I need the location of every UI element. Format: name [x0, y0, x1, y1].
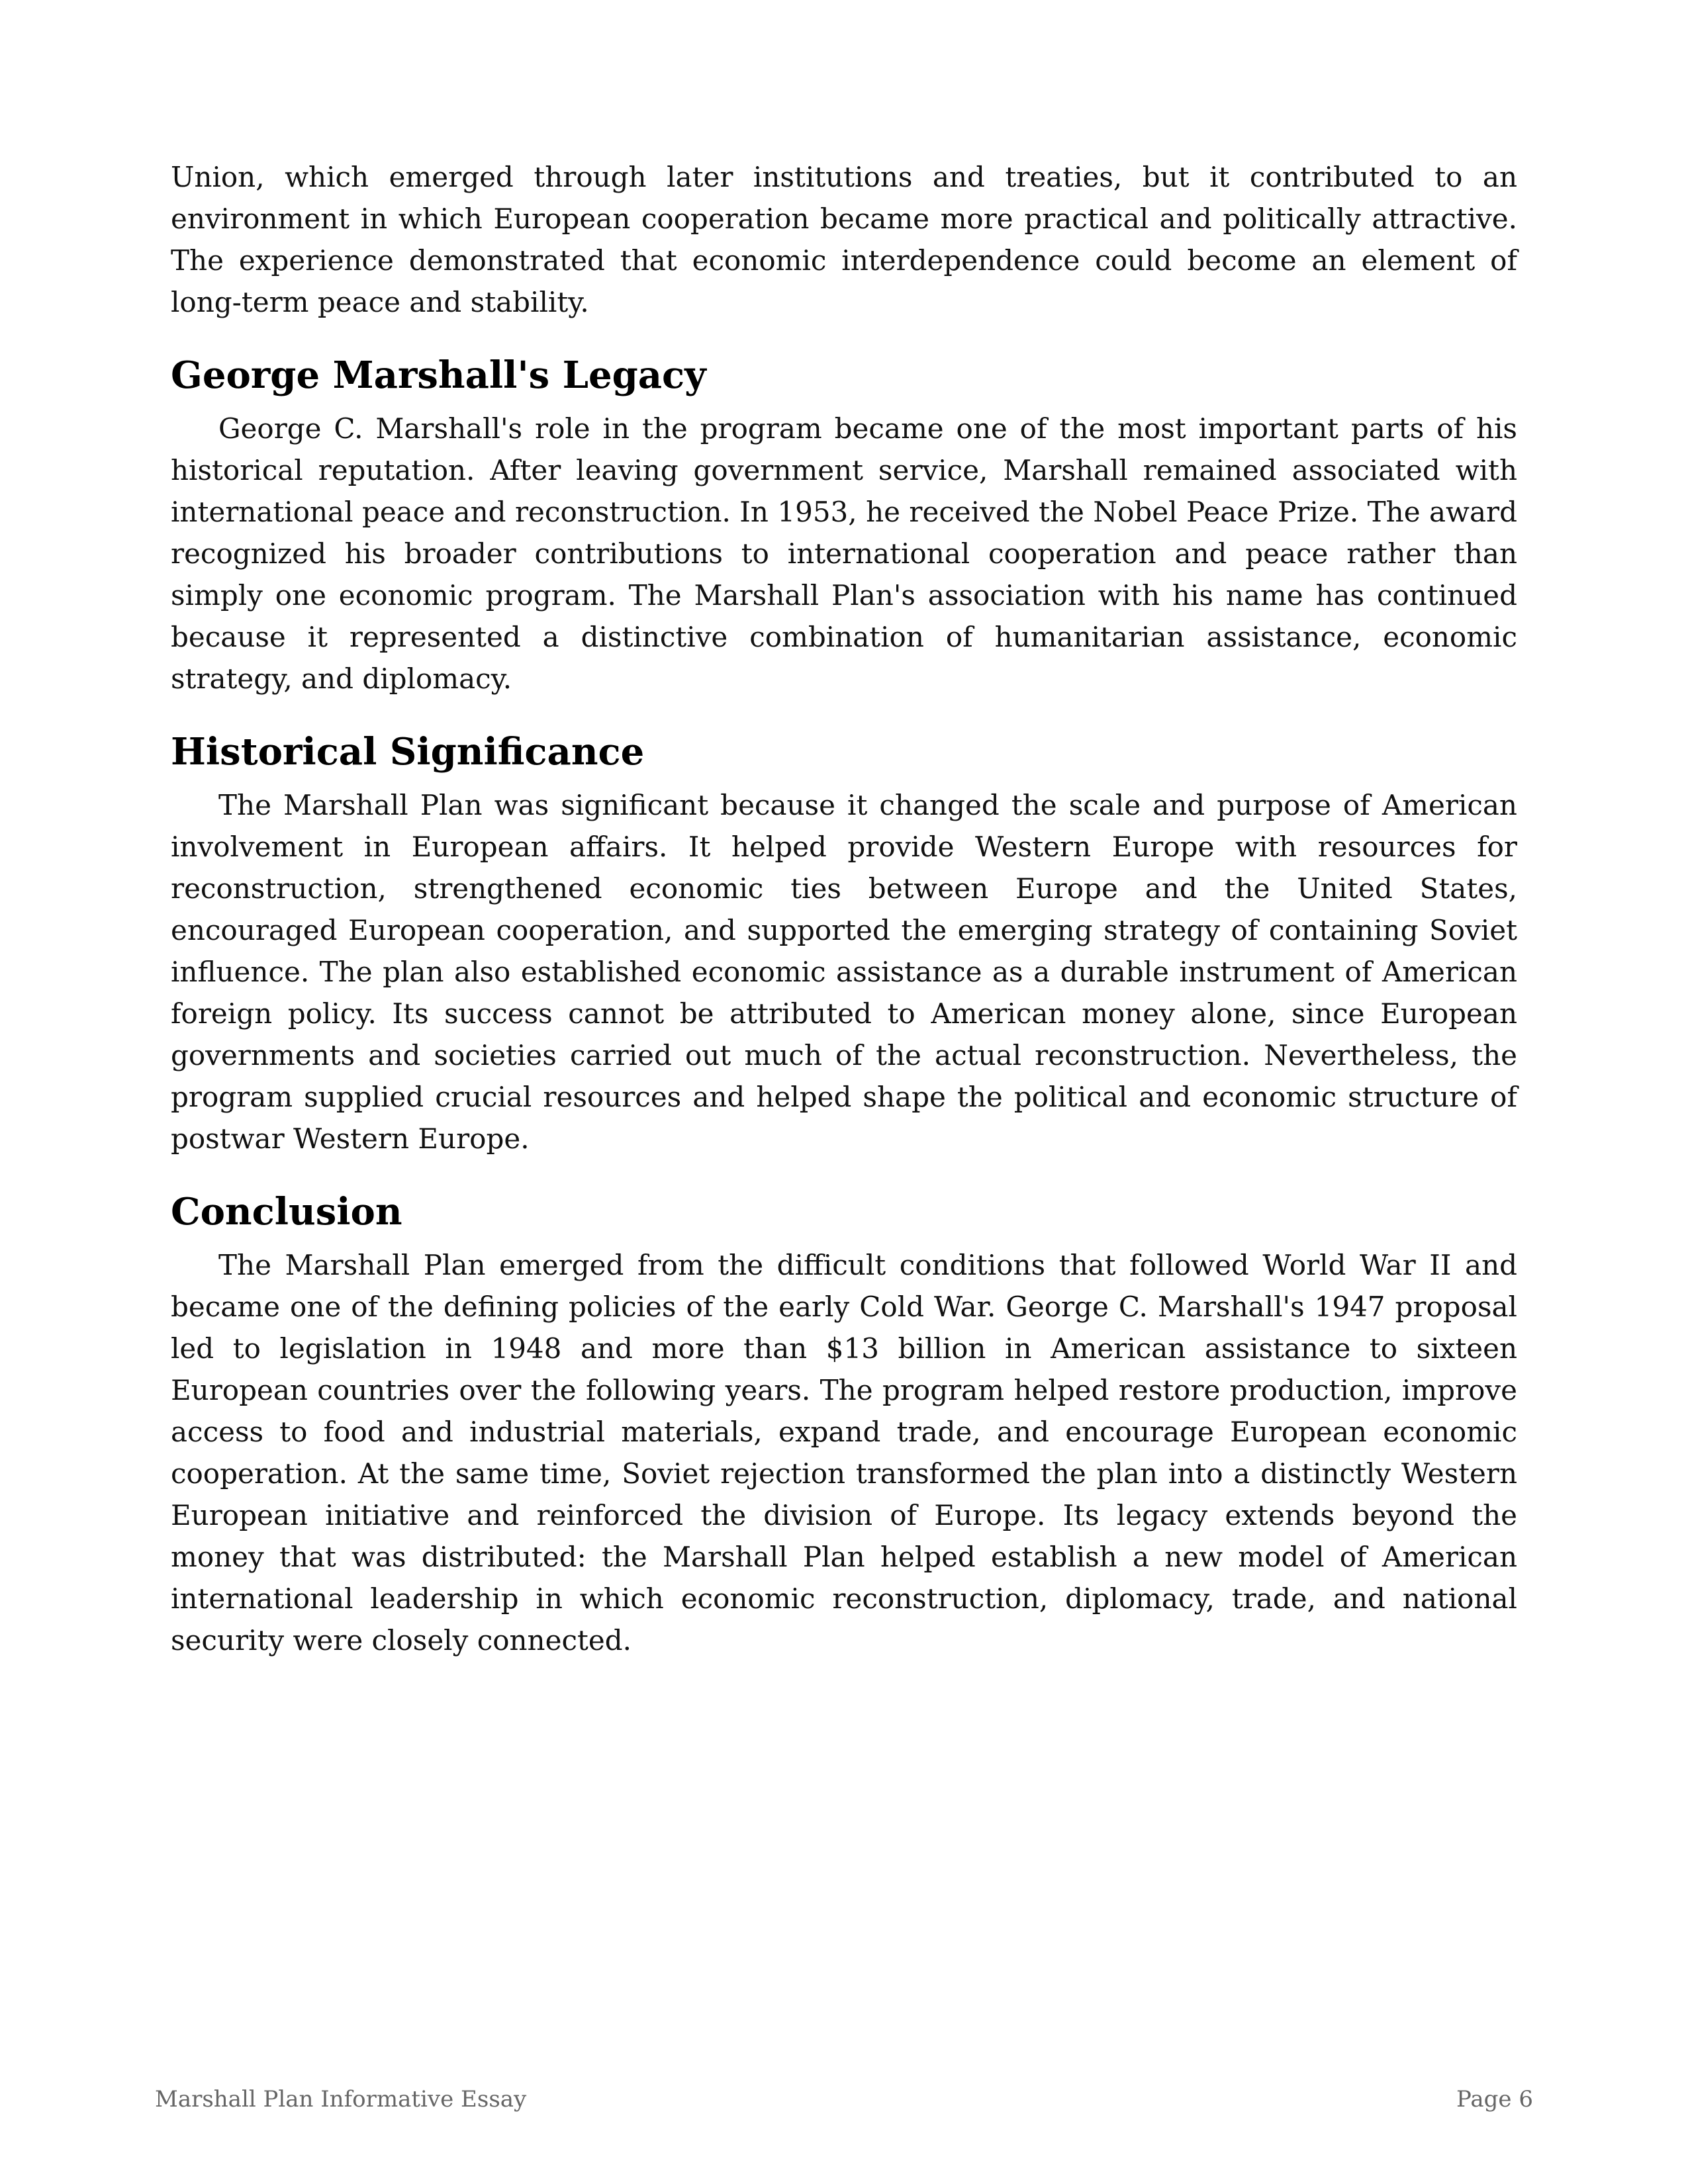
section-paragraph: George C. Marshall's role in the program became one of the most important parts of his historical reputation. After leaving government service, Marshall remained associated with international peace and reconstruction. In 1953, he received the Nobel Peace Prize. The award recognized his broader contributions to international cooperation and peace rather than simply one economic program. The Marshall Plan's association with his name has continued because it represented a distinctive combination of humanitarian assistance, economic strategy, and diplomacy. [171, 412, 1517, 695]
section-historical-significance [171, 729, 1517, 1160]
footer-document-title: Marshall Plan Informative Essay [155, 2086, 527, 2113]
section-heading: Historical Significance [171, 730, 645, 774]
section-marshall-legacy [171, 352, 1517, 700]
section-heading: Conclusion [171, 1190, 402, 1234]
essay-body [171, 156, 1517, 1661]
section-paragraph: The Marshall Plan was significant because it changed the scale and purpose of American involvement in European affairs. It helped provide Western Europe with resources for reconstruction, strengthened economic ties between Europe and the United States, encouraged European cooperation, and supported the emerging strategy of containing Soviet influence. The plan also established economic assistance as a durable instrument of American foreign policy. Its success cannot be attributed to American money alone, since European governments and societies carried out much of the actual reconstruction. Nevertheless, the program supplied crucial resources and helped shape the political and economic structure of postwar Western Europe. [171, 789, 1517, 1155]
section-heading: George Marshall's Legacy [171, 353, 706, 397]
continuation-paragraph: Union, which emerged through later institutions and treaties, but it contributed to an environment in which European cooperation became more practical and politically attractive. The experience demonstrated that economic interdependence could become an element of long-term peace and stability. [171, 161, 1517, 318]
section-paragraph: The Marshall Plan emerged from the difficult conditions that followed World War II and became one of the defining policies of the early Cold War. George C. Marshall's 1947 proposal led to legislation in 1948 and more than $13 billion in American assistance to sixteen European countries over the following years. The program helped restore production, improve access to food and industrial materials, expand trade, and encourage European economic cooperation. At the same time, Soviet rejection transformed the plan into a distinctly Western European initiative and reinforced the division of Europe. Its legacy extends beyond the money that was distributed: the Marshall Plan helped establish a new model of American international leadership in which economic reconstruction, diplomacy, trade, and national security were closely connected. [171, 1249, 1517, 1657]
footer-page-number: Page 6 [1456, 2086, 1533, 2113]
section-conclusion [171, 1189, 1517, 1661]
